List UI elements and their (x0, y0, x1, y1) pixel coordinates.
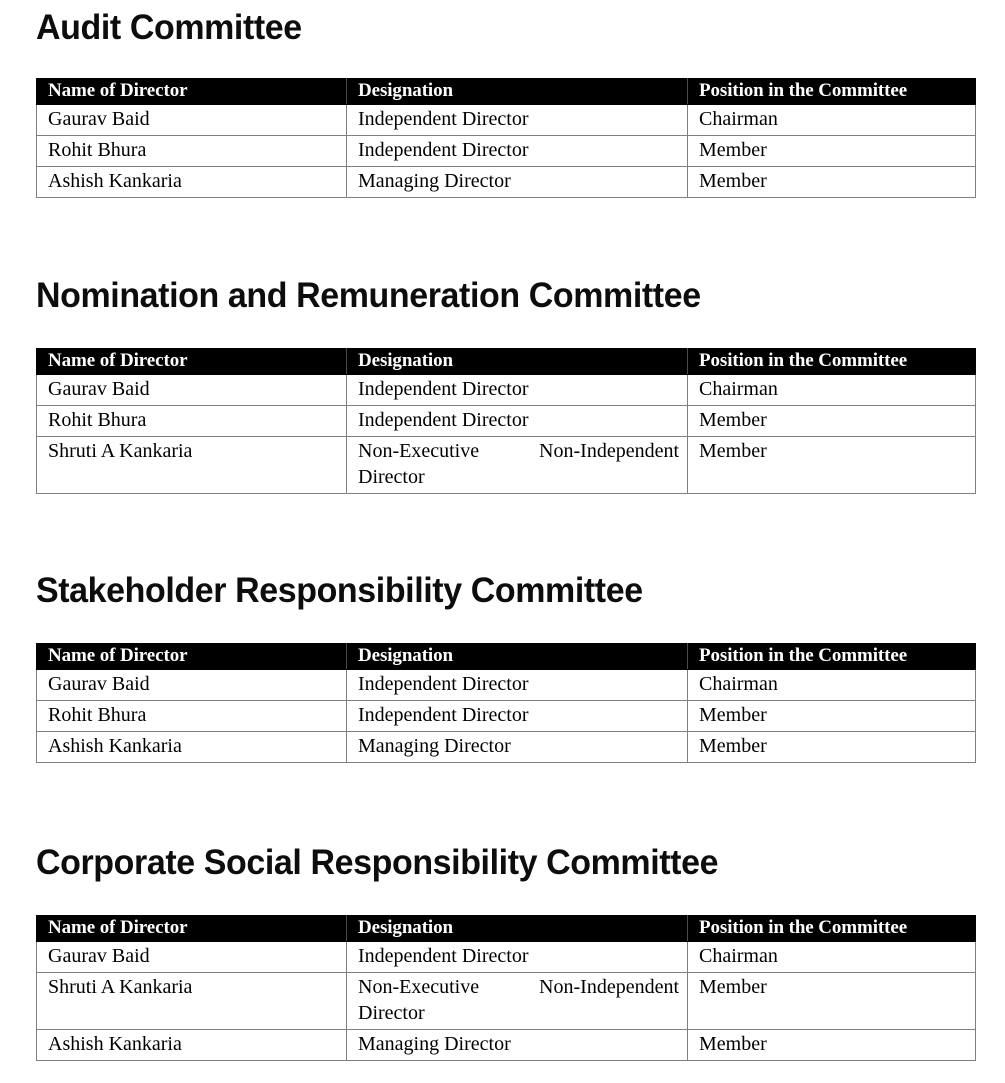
cell-director-name: Gaurav Baid (37, 670, 347, 701)
cell-position: Chairman (688, 670, 976, 701)
table-row (37, 105, 976, 136)
cell-position: Member (688, 701, 976, 732)
table-header-row (37, 349, 976, 375)
committee-table (36, 78, 976, 198)
cell-director-name: Rohit Bhura (37, 406, 347, 437)
table-header-row (37, 79, 976, 105)
cell-position: Member (688, 167, 976, 198)
table-row (37, 406, 976, 437)
table-row (37, 375, 976, 406)
committee-section (0, 8, 1005, 198)
table-row (37, 136, 976, 167)
table-header-row (37, 644, 976, 670)
cell-position: Member (688, 437, 976, 494)
cell-director-name: Shruti A Kankaria (37, 437, 347, 494)
cell-designation: Independent Director (347, 406, 688, 437)
column-header-2: Designation (347, 916, 688, 942)
section-heading: Audit Committee (36, 8, 302, 47)
cell-position: Member (688, 732, 976, 763)
section-heading: Corporate Social Responsibility Committee (36, 843, 719, 882)
table-row (37, 942, 976, 973)
cell-director-name: Shruti A Kankaria (37, 973, 347, 1030)
column-header-3: Position in the Committee (688, 79, 976, 105)
table-row (37, 437, 976, 494)
column-header-3: Position in the Committee (688, 349, 976, 375)
committee-section (0, 276, 1005, 494)
column-header-2: Designation (347, 349, 688, 375)
cell-designation: Independent Director (347, 375, 688, 406)
cell-designation: Managing Director (347, 1030, 688, 1061)
table-row (37, 167, 976, 198)
cell-director-name: Rohit Bhura (37, 701, 347, 732)
cell-position: Chairman (688, 105, 976, 136)
cell-designation: Independent Director (347, 942, 688, 973)
table-row (37, 701, 976, 732)
cell-designation: Independent Director (347, 105, 688, 136)
cell-director-name: Gaurav Baid (37, 375, 347, 406)
column-header-2: Designation (347, 79, 688, 105)
column-header-3: Position in the Committee (688, 644, 976, 670)
cell-director-name: Gaurav Baid (37, 942, 347, 973)
table-row (37, 1030, 976, 1061)
column-header-1: Name of Director (37, 79, 347, 105)
cell-position: Member (688, 136, 976, 167)
cell-position: Member (688, 406, 976, 437)
table-row (37, 973, 976, 1030)
cell-position: Member (688, 1030, 976, 1061)
cell-designation: Managing Director (347, 167, 688, 198)
cell-designation: Independent Director (347, 670, 688, 701)
cell-director-name: Gaurav Baid (37, 105, 347, 136)
cell-designation: Independent Director (347, 136, 688, 167)
section-heading: Nomination and Remuneration Committee (36, 276, 701, 315)
cell-designation: Non-Executive Non-Independent Director (347, 437, 688, 494)
column-header-1: Name of Director (37, 644, 347, 670)
cell-position: Chairman (688, 375, 976, 406)
column-header-1: Name of Director (37, 916, 347, 942)
cell-director-name: Ashish Kankaria (37, 732, 347, 763)
cell-designation: Independent Director (347, 701, 688, 732)
section-heading: Stakeholder Responsibility Committee (36, 571, 643, 610)
cell-designation: Non-Executive Non-Independent Director (347, 973, 688, 1030)
column-header-1: Name of Director (37, 349, 347, 375)
committee-table (36, 643, 976, 763)
cell-designation: Managing Director (347, 732, 688, 763)
column-header-2: Designation (347, 644, 688, 670)
cell-director-name: Rohit Bhura (37, 136, 347, 167)
cell-position: Member (688, 973, 976, 1030)
cell-director-name: Ashish Kankaria (37, 1030, 347, 1061)
table-row (37, 732, 976, 763)
table-row (37, 670, 976, 701)
cell-director-name: Ashish Kankaria (37, 167, 347, 198)
committee-section (0, 571, 1005, 763)
committee-table (36, 348, 976, 494)
table-header-row (37, 916, 976, 942)
column-header-3: Position in the Committee (688, 916, 976, 942)
committee-table (36, 915, 976, 1061)
committee-section (0, 843, 1005, 1061)
cell-position: Chairman (688, 942, 976, 973)
